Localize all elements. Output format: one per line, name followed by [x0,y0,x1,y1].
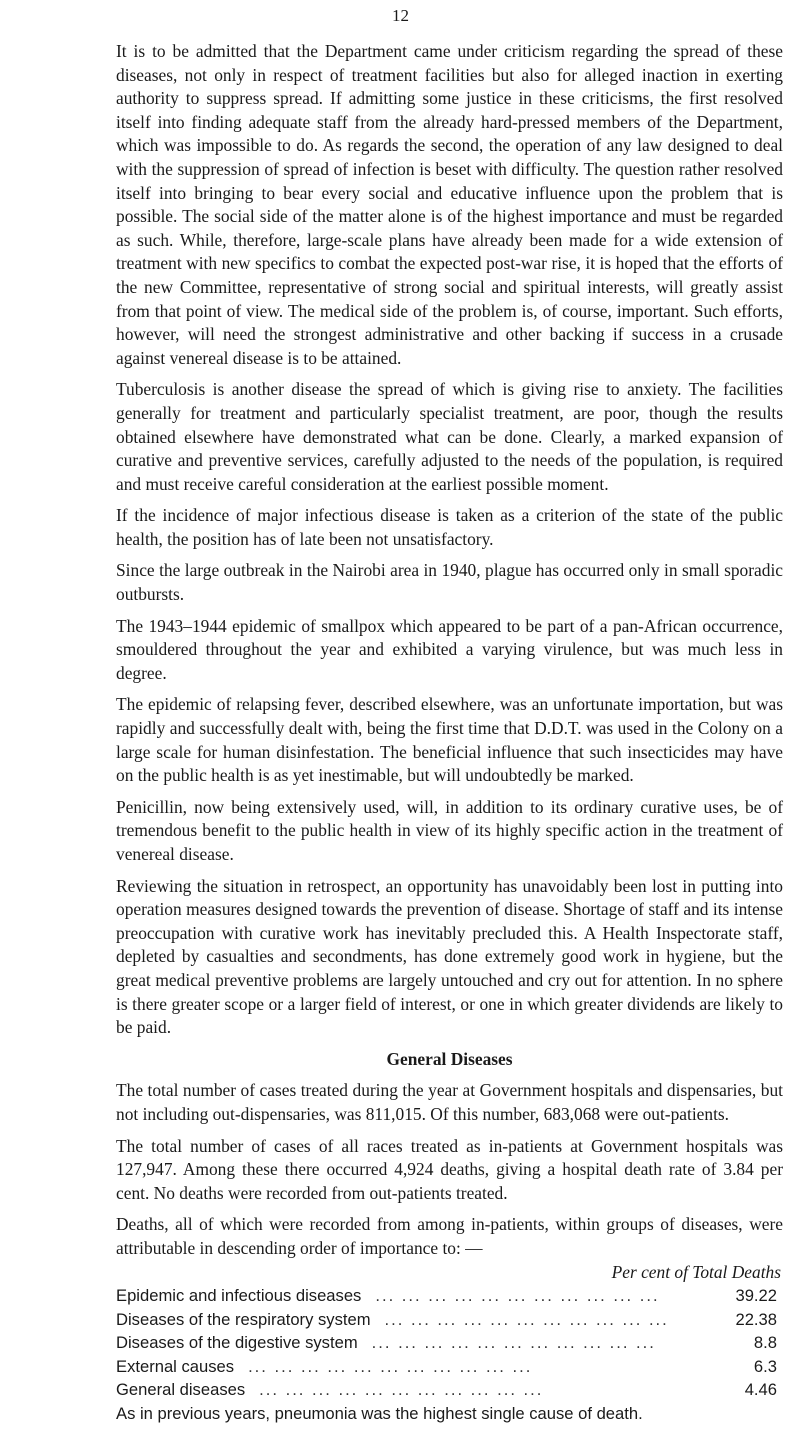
paragraph: Since the large outbreak in the Nairobi area in 1940, plague has occurred only in small sporadic outbursts. [116,560,783,605]
closing-sentence: As in previous years, pneumonia was the highest single cause of death. [116,1404,643,1424]
paragraph: Tuberculosis is another disease the spread of which is giving rise to anxiety. The facilities generally for treatment and particularly specialist treatment, are poor, though the results obtained elsewhere have demonstrated what can be done. Clearly, a marked expansion of curative and preventive services, carefully adjusted to the needs of the population, is required and must receive careful consideration at the earliest possible moment. [116,379,783,494]
table-row [116,1331,783,1355]
leader-dots: ... ... ... ... ... ... ... ... ... ... ... [384,1309,669,1329]
row-value: 6.3 [753,1356,777,1376]
table-column-header: Per cent of Total Deaths [611,1261,781,1282]
row-value: 22.38 [735,1309,777,1329]
section-heading: General Diseases [386,1048,513,1069]
leader-dots: ... ... ... ... ... ... ... ... ... ... ... [375,1286,660,1306]
leader-dots: ... ... ... ... ... ... ... ... ... ... ... [371,1333,656,1353]
paragraph: The total number of cases treated during the year at Government hospitals and dispensaries, but not including out-dispensaries, was 811,015. Of this number, 683,068 were out-patients. [116,1080,783,1124]
table-row [116,1378,783,1402]
row-label: General diseases [116,1380,246,1400]
table-row [116,1284,783,1308]
row-value: 4.46 [744,1380,777,1400]
row-label: Diseases of the respiratory system [116,1309,371,1329]
paragraph: The 1943–1944 epidemic of smallpox which appeared to be part of a pan-African occurrence, smouldered throughout the year and exhibited a varying virulence, but was much less in degree. [116,615,783,683]
page-number: 12 [392,6,409,25]
paragraph: If the incidence of major infectious disease is taken as a criterion of the state of the public health, the position has of late been not unsatisfactory. [116,505,783,549]
leader-dots: ... ... ... ... ... ... ... ... ... ... ... [248,1356,533,1376]
paragraph: The total number of cases of all races treated as in-patients at Government hospitals was 127,947. Among these there occurred 4,924 deaths, giving a hospital death rate of 3.84 per cent. No deaths were recorded from out-patients treated. [116,1135,783,1203]
document-body [116,40,783,1434]
row-label: External causes [116,1356,235,1376]
row-value: 8.8 [753,1333,777,1353]
paragraph: Reviewing the situation in retrospect, an opportunity has unavoidably been lost in putting into operation measures designed towards the prevention of disease. Shortage of staff and its intense preoccupation with curative work has inevitably precluded this. A Health Inspectorate staff, depleted by casualties and secondments, has done extremely good work in hygiene, but the great medical preventive problems are largely untouched and cry out for attention. In no sphere is there greater scope or a larger field of interest, or one in which greater dividends are likely to be paid. [116,875,783,1038]
leader-dots: ... ... ... ... ... ... ... ... ... ... ... [259,1380,544,1400]
paragraph: Deaths, all of which were recorded from among in-patients, within groups of diseases, were attributable in descending order of importance to: — [116,1214,783,1258]
table-row [116,1355,783,1379]
row-label: Epidemic and infectious diseases [116,1286,362,1306]
row-label: Diseases of the digestive system [116,1333,358,1353]
row-value: 39.22 [735,1286,777,1306]
paragraph: Penicillin, now being extensively used, will, in addition to its ordinary curative uses, be of tremendous benefit to the public health in view of its highly specific action in the treatment of venereal disease. [116,796,783,864]
paragraph: The epidemic of relapsing fever, described elsewhere, was an unfortunate importation, but was rapidly and successfully dealt with, being the first time that D.D.T. was used in the Colony on a large scale for human disinfestation. The beneficial influence that such insecticides may have on the public health is as yet inestimable, but will undoubtedly be marked. [116,694,783,786]
deaths-table [116,1261,783,1403]
paragraph: It is to be admitted that the Department came under criticism regarding the spread of these diseases, not only in respect of treatment facilities but also for alleged inaction in exerting authority to suppress spread. If admitting some justice in these criticisms, the first resolved itself into finding adequate staff from the already hard-pressed members of the Department, which was impossible to do. As regards the second, the operation of any law designed to deal with the suppression of spread of infection is beset with difficulty. The question rather resolved itself into bringing to bear every social and educative influence upon the problem that is possible. The social side of the matter alone is of the highest importance and must be regarded as such. While, therefore, large-scale plans have already been made for a wide extension of treatment with new specifics to combat the expected post-war rise, it is hoped that the efforts of the new Committee, representative of strong social and spiritual interests, will greatly assist from that point of view. The medical side of the problem is, of course, important. Such efforts, however, will need the strongest administrative and other backing if success in a crusade against venereal disease is to be attained. [116,41,783,368]
table-row [116,1308,783,1332]
